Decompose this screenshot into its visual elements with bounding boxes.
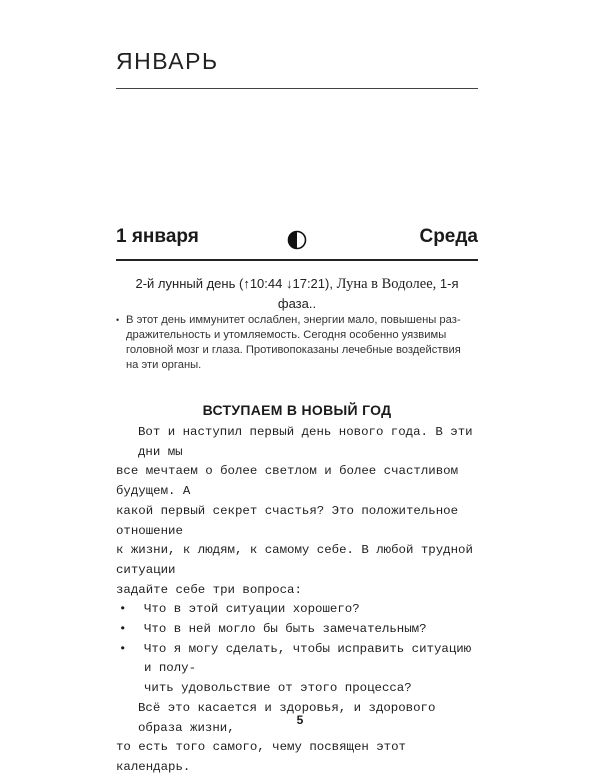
moon-sign: Луна в Водолее,: [336, 276, 437, 292]
list-bullet: •: [119, 602, 127, 617]
paragraph-line: Вот и наступил первый день нового года. В эти дни мы: [138, 425, 473, 459]
health-line: на эти органы.: [126, 359, 202, 371]
health-line: В этот день иммунитет ослаблен, энергии мало, повышены раз-: [126, 314, 461, 326]
list-bullet: •: [119, 641, 127, 656]
paragraph-line: то есть того самого, чему посвящен этот календарь.: [116, 740, 406, 774]
lunar-info: [116, 274, 478, 314]
list-item: [116, 620, 478, 640]
paragraph-line: Всё это касается и здоровья, и здорового образа жизни,: [138, 700, 436, 735]
day-date: 1 января: [116, 226, 199, 247]
day-header: [116, 226, 478, 256]
moon-phase: фаза..: [277, 296, 317, 311]
question-list: [116, 600, 478, 699]
paragraph-line: все мечтаем о более светлом и более счастливом будущем. А: [116, 464, 459, 499]
half-moon-icon: [287, 230, 307, 250]
paragraph-line: задайте себе три вопроса:: [116, 582, 302, 597]
lunar-day: 2-й лунный день (: [135, 276, 244, 291]
question-text: Что я могу сделать, чтобы исправить ситуацию и полу-: [144, 641, 472, 676]
moon-phase-prefix: 1-я: [436, 276, 459, 291]
month-title: ЯНВАРЬ: [116, 48, 219, 74]
list-item: [116, 640, 478, 699]
question-continuation: чить удовольствие от этого процесса?: [144, 681, 412, 696]
list-bullet: •: [119, 622, 127, 637]
article-title: ВСТУПАЕМ В НОВЫЙ ГОД: [202, 402, 392, 418]
question-text: Что в этой ситуации хорошего?: [144, 602, 360, 617]
health-line: головной мозг и глаза. Противопоказаны лечебные воздействия: [126, 344, 461, 356]
health-bullet: •: [116, 315, 120, 325]
day-divider: [116, 259, 478, 261]
question-text: Что в ней могло бы быть замечательным?: [144, 622, 427, 637]
moonset-time: ↓17:21: [285, 276, 326, 291]
health-line: дражительность и утомляемость. Сегодня особенно уязвимы: [126, 329, 447, 341]
page-number: 5: [296, 713, 304, 727]
list-item: [116, 600, 478, 620]
moonrise-time: ↑10:44: [243, 276, 283, 291]
weekday: Среда: [419, 226, 478, 247]
month-divider: [116, 88, 478, 89]
lunar-separator: ),: [325, 276, 337, 291]
paragraph-line: к жизни, к людям, к самому себе. В любой трудной ситуации: [116, 543, 473, 577]
paragraph-line: какой первый секрет счастья? Это положительное отношение: [116, 503, 459, 538]
health-text: [126, 313, 478, 373]
